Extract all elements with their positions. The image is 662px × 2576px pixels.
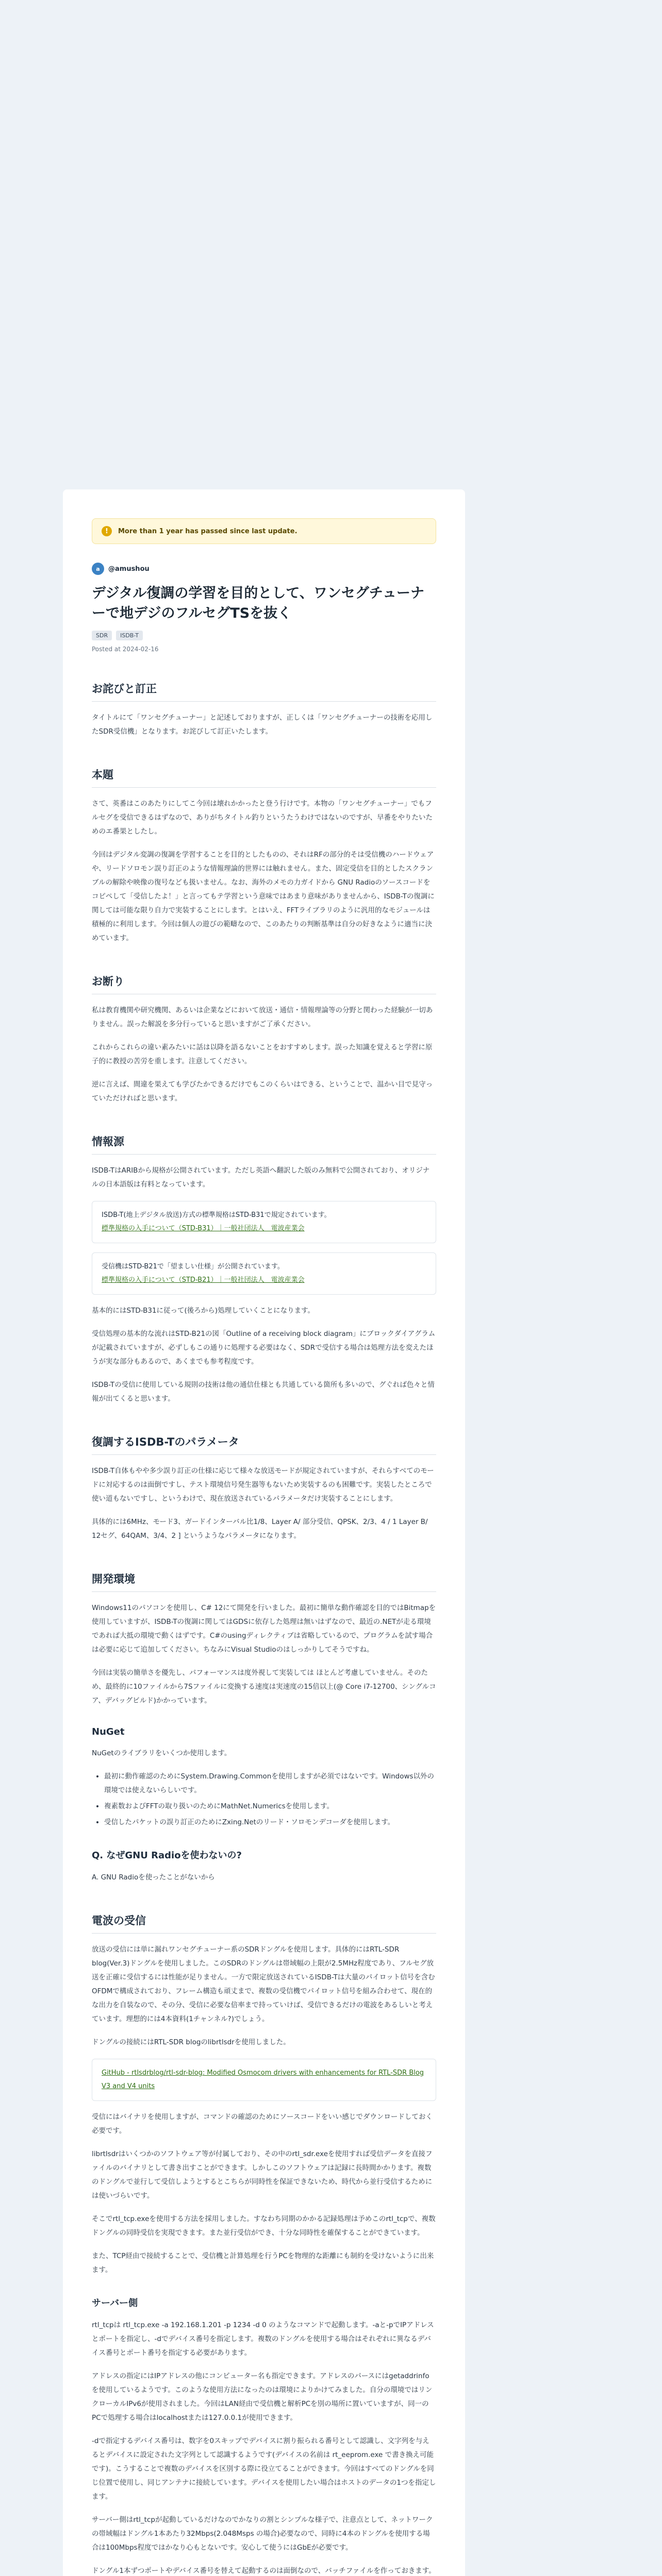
heading-nuget: NuGet	[92, 1726, 125, 1738]
author-row[interactable]	[92, 563, 436, 575]
reception-paragraph-4: librtlsdrはいくつかのソフトウェア等が付属しており、その中のrtl_sdr.exeを使用すれば受信データを直接ファイルのバイナリとして書き出すことができます。しかしこのソフトウェアは記録に長時間かかります。複数のドングルで並行して受信しようとするとこちらが同時性を保証できないため、時代から並行受信するためには使いづらいです。	[92, 2150, 433, 2200]
posted-date: Posted at 2024-02-16	[92, 646, 159, 653]
heading-server: サーバー側	[92, 2298, 138, 2309]
sources-paragraph-4: ISDB-Tの受信に使用している規則の技術は他の通信仕様とも共通している箇所も多いので、グぐれば色々と情報が出てくると思います。	[92, 1381, 435, 1403]
heading-disclaimer: お断り	[92, 973, 436, 994]
sources-paragraph-2: 基本的にはSTD-B31に従って(後ろから)処理していくことになります。	[92, 1307, 315, 1315]
tag-list	[92, 631, 436, 640]
heading-reception: 電波の受信	[92, 1912, 436, 1934]
gnuradio-answer: A. GNU Radioを使ったことがないから	[92, 1873, 215, 1882]
reception-paragraph-6: また、TCP経由で接続することで、受信機と計算処理を行うPCを物理的な距離にも制約を受けないように出来ます。	[92, 2252, 434, 2275]
notice-text: More than 1 year has passed since last update.	[118, 527, 297, 535]
params-paragraph-2: 具体的には6MHz、モード3、ガードインターバル比1/8、Layer A/ 部分受信、QPSK、2/3、4 / 1 Layer B/ 12セグ、64QAM、3/4、2 ] というようなパラメータになります。	[92, 1518, 428, 1540]
env-paragraph-1: Windows11のパソコンを使用し、C# 12にて開発を行いました。最初に簡単な動作確認を目的ではBitmapを使用していますが、ISDB-Tの復調に関してはGDSに依存した処理は無いはずなので、最近の.NETが走る環境であれば大抵の環境で動くはずです。C#のusingディレクティブは省略しているので、プログラムを試す場合は必要に応じて追加してください。ちなみにVisual Studioのはしっかりしてそうですね。	[92, 1604, 436, 1654]
warning-icon: !	[102, 526, 112, 536]
reception-paragraph-5: そこでrtl_tcp.exeを使用する方法を採用しました。すなわち同期のかかる記録処理は予めこのrtl_tcpで、複数ドングルの同時受信を実現できます。また並行受信ができ、十分な同時性を確保することができています。	[92, 2215, 436, 2238]
stale-notice	[92, 518, 436, 544]
heading-gnuradio: Q. なぜGNU Radioを使わないの?	[92, 1850, 242, 1861]
disclaimer-paragraph-1: 私は教育機関や研究機関、あるいは企業などにおいて放送・通信・情報理論等の分野と関わった経験が一切ありません。誤った解説を多分行っていると思いますがご了承ください。	[92, 1006, 433, 1029]
reception-paragraph-3: 受信にはバイナリを使用しますが、コマンドの確認のためにソースコードをいい感じでダウンロードしておく必要です。	[92, 2113, 433, 2136]
server-paragraph-5: ドングル1本ずつポートやデバイス番号を替えて起動するのは面倒なので、バッチファイルを作っておきます。	[92, 2567, 436, 2575]
intro-paragraph-1: さて、英番はこのあたりにしてこ今回は壊れかかったと登う行けです。本物の「ワンセグチューナー」でもフルセグを受信できるはずなので、ありがちタイトル釣りというたうわけではないのですが、早番をやりたいためのエ番果としたし。	[92, 800, 433, 836]
tag-isdbt[interactable]: ISDB-T	[116, 631, 143, 640]
author-name[interactable]: @amushou	[108, 565, 150, 573]
link-rtl-sdr-blog[interactable]: GitHub - rtlsdrblog/rtl-sdr-blog: Modified Osmocom drivers with enhancements for RTL-SDR Blog V3 and V4 units	[102, 2069, 424, 2091]
link-card-std-b21[interactable]	[92, 1252, 436, 1295]
sources-paragraph-3: 受信処理の基本的な流れはSTD-B21の図「Outline of a receiving block diagram」にブロックダイアグラムが記載されていますが、必ずしもこの通りに処理する必要はなく、SDRで受信する場合は処理方法を変えたほうが実な部分もあるので、あくまでも参考程度です。	[92, 1330, 436, 1366]
heading-apology: お詫びと訂正	[92, 681, 436, 702]
heading-sources: 情報源	[92, 1133, 436, 1155]
avatar[interactable]: a	[92, 563, 104, 575]
server-paragraph-1: rtl_tcpは rtl_tcp.exe -a 192.168.1.201 -p 1234 -d 0 のようなコマンドで起動します。-aと-pでIPアドレスとポートを指定し、-dでデバイス番号を指定します。複数のドングルを使用する場合はそれぞれに異なるデバイス番号とポート番号を指定する必要があります。	[92, 2321, 434, 2358]
tag-sdr[interactable]: SDR	[92, 631, 112, 640]
article-card	[63, 489, 465, 2576]
list-item: • 最初に動作確認のためにSystem.Drawing.Commonを使用しますが必須ではないです。Windows以外の環境では使えないらしいです。	[104, 1770, 436, 1798]
reception-paragraph-2: ドングルの接続にはRTL-SDR blogのlibrtlsdrを使用しました。	[92, 2038, 290, 2047]
link-std-b31[interactable]: 標準規格の入手について（STD-B31）｜一般社団法人 電波産業会	[102, 1225, 305, 1233]
heading-params: 復調するISDB-Tのパラメータ	[92, 1434, 436, 1455]
sources-paragraph-1: ISDB-TはARIBから規格が公開されています。ただし英語へ翻訳した版のみ無料で公開されており、オリジナルの日本語版は有料となっています。	[92, 1166, 430, 1189]
reception-paragraph-1: 放送の受信には単に漏れワンセグチューナー系のSDRドングルを使用します。具体的にはRTL-SDR blog(Ver.3)ドングルを使用しました。このSDRのドングルは帯域幅の上限が2.5MHz程度であり、フルセグ放送を正確に受信するには性能が足りません。一方で限定放送されているISDB-Tは大量のパイロット信号を含むOFDMで構成されており、フレーム構造も頑丈まで、複数の受信機でパイロット信号を組み合わせて、現在的な出力を自装なので、その分、受信に必要な倍率まで持っていけば、受信できるだけの電波をあるしいと考えています。理想的には4本資料(1チャンネル?)でしょう。	[92, 1945, 435, 2024]
intro-paragraph-2: 今回はデジタル変調の復調を学習することを目的としたものの、それはRFの部分的そは受信機のハードウェアや、リードソロモン誤り訂正のような情報理論的世界には触れません。また、固定受信を目的としたスクランブルの解除や映像の復号なども扱いません。なお、海外のメモの力ガイドから GNU Radioのソースコードをコピペして「受信したよ！」と言ってもテ学習という意味ではあまり意味がありませんから、ISDB-Tの復調に関しては可能な限り自力で実装することにします。とはいえ、FFTライブラリのように汎用的なモジュールは積極的に利用します。今回は個人の遊びの範疇なので、このあたりの判断基準は自分の好きなように適当に決めています。	[92, 851, 435, 943]
heading-env: 開発環境	[92, 1571, 436, 1592]
server-paragraph-3: -dで指定するデバイス番号は、数字を0スキップでデバイスに割り振られる番号として認識し、文字列を与えるとデバイスに設定された文字列として認識するようです(デバイスの名前は rt_eeprom.exe で書き換え可能です)。こうすることで複数のデバイスを区別する際に役立てることができます。今回はすべてのドングルを同じ位置で使用し、同じアンテナに接続しています。デバイスを使用したい場合はホストのデータの1つを指定します。	[92, 2437, 436, 2501]
server-paragraph-2: アドレスの指定にはIPアドレスの他にコンピューター名も指定できます。アドレスのパースにはgetaddrinfoを使用しているようです。このような使用方法になったのは環境によりかけてみました。自分の環境ではリンクローカルIPv6が使用されました。今回はLAN経由で受信機と解析PCを別の場所に置いていますが、同一のPCで処理する場合はlocalhostまたは127.0.0.1が使用できます。	[92, 2372, 433, 2422]
nuget-list	[92, 1770, 436, 1829]
list-item: • 複素数およびFFTの取り扱いのためにMathNet.Numericsを使用します。	[104, 1800, 436, 1814]
server-paragraph-4: サーバー側はrtl_tcpが起動しているだけなのでかなりの割とシンプルな様子で、注意点として、ネットワークの帯域幅はドングル1本あたり32Mbps(2.048Msps の場合)必要なので、同時に4本のドングルを使用する場合は100Mbps程度ではかなり心もとないです。安心して使うにはGbEが必要です。	[92, 2516, 433, 2552]
nuget-paragraph: NuGetのライブラリをいくつか使用します。	[92, 1749, 231, 1758]
link-std-b21[interactable]: 標準規格の入手について（STD-B21）｜一般社団法人 電波産業会	[102, 1276, 305, 1284]
params-paragraph-1: ISDB-T自体もやや多少誤り訂正の仕様に応じて様々な放送モードが規定されていますが、それらすべてのモードに対応するのは面倒ですし、テスト環境信号発生器等もないため実装するのも困難です。実装したところで使い道もないですし、というわけで、現在放送されているパラメータだけ実装することにします。	[92, 1467, 434, 1503]
link-card-title: ISDB-T(地上デジタル放送)方式の標準規格はSTD-B31で規定されています。	[102, 1211, 331, 1219]
apology-text: タイトルにて「ワンセグチューナー」と記述しておりますが、正しくは「ワンセグチューナーの技術を応用したSDR受信機」となります。お詫びして訂正いたします。	[92, 714, 433, 736]
page-title: デジタル復調の学習を目的として、ワンセグチューナーで地デジのフルセグTSを抜く	[92, 585, 425, 622]
link-card-title: 受信機はSTD-B21で「望ましい仕様」が公開されています。	[102, 1263, 284, 1271]
link-card-std-b31[interactable]	[92, 1201, 436, 1243]
env-paragraph-2: 今回は実装の簡単さを優先し、パフォーマンスは度外視して実装しては ほとんど考慮していません。そのため、最終的に10ファイルから7Sファイルに変換する速度は実速度の15倍以上(@ Core i7-12700、シングルコア、デバッグビルド)かかっています。	[92, 1669, 436, 1705]
disclaimer-paragraph-2: これからこれらの違い素みたいに話は以降を語るないことをおすすめします。誤った知識を覚えると学習に原子的に教授の苦労を重します。注意してください。	[92, 1043, 433, 1066]
link-card-github[interactable]	[92, 2059, 436, 2101]
heading-intro: 本題	[92, 767, 436, 788]
disclaimer-paragraph-3: 逆に言えば、間違を果えても学びたかできるだけでもこのくらいはできる、ということで、温かい目で見守っていただければと思います。	[92, 1080, 433, 1103]
list-item: • 受信したパケットの誤り訂正のためにZxing.Netのリード・ソロモンデコーダを使用します。	[104, 1816, 436, 1829]
